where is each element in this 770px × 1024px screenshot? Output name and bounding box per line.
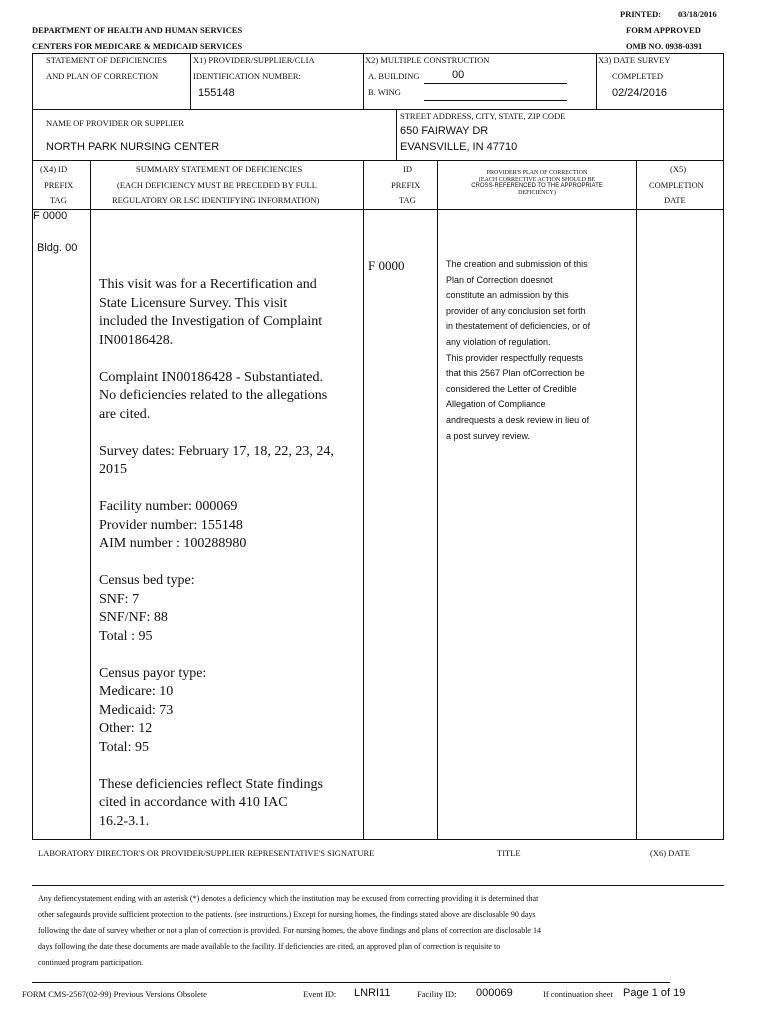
building-label: A. BUILDING <box>368 71 420 81</box>
event-id-label: Event ID: <box>303 989 337 999</box>
poc-line: The creation and submission of this <box>446 259 588 269</box>
summary-line: These deficiencies reflect State findings <box>99 776 323 792</box>
form-approved: FORM APPROVED <box>626 25 701 35</box>
col-x4-2: PREFIX <box>44 180 74 190</box>
summary-line: Provider number: 155148 <box>99 517 243 533</box>
poc-line: This provider respectfully requests <box>446 352 584 363</box>
poc-line: considered the Letter of Credible <box>446 383 577 394</box>
address-line-1: 650 FAIRWAY DR <box>400 125 489 137</box>
poc-line: that this 2567 Plan ofCorrection be <box>446 368 585 379</box>
summary-line: Facility number: 000069 <box>99 499 238 514</box>
statement-label: STATEMENT OF DEFICIENCIES <box>46 55 168 65</box>
printed-label: PRINTED: <box>620 9 662 19</box>
continuation-label: If continuation sheet <box>543 989 613 999</box>
provider-name-label: NAME OF PROVIDER OR SUPPLIER <box>46 118 184 128</box>
poc-line: a post survey review. <box>446 430 531 441</box>
summary-line: cited in accordance with 410 IAC <box>99 795 288 810</box>
summary-line: Complaint IN00186428 - Substantiated. <box>99 369 323 385</box>
building-value: 00 <box>452 69 465 81</box>
left-tag: F 0000 <box>33 210 68 222</box>
summary-line: Survey dates: February 17, 18, 22, 23, 24, <box>99 443 334 459</box>
col-poc-1: PROVIDER'S PLAN OF CORRECTION <box>486 170 588 176</box>
address-line-2: EVANSVILLE, IN 47710 <box>400 141 518 153</box>
x3-label-2: COMPLETED <box>612 71 663 81</box>
poc-line: andrequests a desk review in lieu of <box>446 414 590 425</box>
poc-line: Plan of Correction doesnot <box>446 274 553 285</box>
summary-line: Other: 12 <box>99 721 153 736</box>
title-label: TITLE <box>497 848 521 858</box>
summary-line <box>99 646 361 665</box>
summary-line <box>99 757 361 776</box>
facility-id-label: Facility ID: <box>417 989 457 999</box>
printed-date: 03/18/2016 <box>678 9 717 19</box>
summary-line: 2015 <box>99 462 127 477</box>
poc-line: in thestatement of deficiencies, or of <box>446 321 591 332</box>
col-x5-3: DATE <box>664 195 686 205</box>
building-tag: Bldg. 00 <box>37 242 78 254</box>
summary-line <box>99 480 361 499</box>
x1-label: X1) PROVIDER/SUPPLIER/CLIA <box>193 55 315 65</box>
x2-label: X2) MULTIPLE CONSTRUCTION <box>365 55 490 65</box>
summary-line: are cited. <box>99 406 151 422</box>
summary-line <box>99 424 361 443</box>
col-summary-2: (EACH DEFICIENCY MUST BE PRECEDED BY FULL <box>117 180 317 190</box>
summary-line: Medicare: 10 <box>99 684 174 699</box>
summary-line: included the Investigation of Complaint <box>99 314 323 329</box>
footnote-line: continued program participation. <box>38 958 144 967</box>
footnote-line: other safegaurds provide sufficient protection to the patients. (see instructions.) Except for nursing homes, the findings stated above are disclosable 90 days <box>38 910 536 919</box>
centers-title: CENTERS FOR MEDICARE & MEDICAID SERVICES <box>32 41 243 51</box>
footnote <box>38 891 718 971</box>
summary-statement <box>99 276 361 831</box>
summary-line: Total: 95 <box>99 739 149 755</box>
col-poc-3: CROSS-REFERENCED TO THE APPROPRIATE <box>471 183 603 189</box>
summary-line: Census bed type: <box>99 573 195 588</box>
wing-label: B. WING <box>368 87 401 97</box>
col-x5-1: (X5) <box>670 164 687 174</box>
col-x5-2: COMPLETION <box>649 180 704 190</box>
provider-id: 155148 <box>198 87 235 99</box>
col-x4-3: TAG <box>50 195 67 205</box>
footnote-line: days following the date these documents are made available to the facility. If deficiencies are cited, an approved plan of correction is requisite to <box>38 942 501 951</box>
dept-title: DEPARTMENT OF HEALTH AND HUMAN SERVICES <box>32 25 243 35</box>
right-tag: F 0000 <box>368 258 405 273</box>
survey-date: 02/24/2016 <box>612 87 668 99</box>
footnote-line: following the date of survey whether or not a plan of correction is provided. For nursing homes, the above findings and plans of correction are disclosable 14 <box>38 926 541 935</box>
provider-name: NORTH PARK NURSING CENTER <box>46 141 220 153</box>
x3-label: X3) DATE SURVEY <box>598 55 671 65</box>
col-poc-2: (EACH CORRECTIVE ACTION SHOULD BE <box>478 176 596 183</box>
page-number: Page 1 of 19 <box>623 987 686 999</box>
summary-line: IN00186428. <box>99 332 174 348</box>
poc-line: constitute an admission by this <box>446 290 569 301</box>
summary-line: 16.2-3.1. <box>99 813 150 829</box>
poc-line: Allegation of Compliance <box>446 399 546 410</box>
plan-label: AND PLAN OF CORRECTION <box>46 71 159 81</box>
x6-date-label: (X6) DATE <box>650 848 690 858</box>
summary-line: Census payor type: <box>99 665 207 681</box>
form-number: FORM CMS-2567(02-99) Previous Versions Obsolete <box>22 989 207 999</box>
footnote-line: Any defiencystatement ending with an asterisk (*) denotes a deficiency which the institution may be excused from correcting providing it is determined that <box>38 894 539 903</box>
signature-label: LABORATORY DIRECTOR'S OR PROVIDER/SUPPLIER REPRESENTATIVE'S SIGNATURE <box>38 848 375 858</box>
summary-line: No deficiencies related to the allegations <box>99 388 328 403</box>
col-id-3: TAG <box>399 195 416 205</box>
summary-line: SNF/NF: 88 <box>99 610 168 625</box>
col-summary-3: REGULATORY OR LSC IDENTIFYING INFORMATION) <box>112 195 320 205</box>
address-label: STREET ADDRESS, CITY, STATE, ZIP CODE <box>400 111 566 121</box>
col-poc <box>438 170 636 196</box>
summary-line: AIM number : 100288980 <box>99 536 247 551</box>
col-summary-1: SUMMARY STATEMENT OF DEFICIENCIES <box>136 164 303 174</box>
col-id-1: ID <box>403 164 412 174</box>
plan-of-correction <box>446 257 634 444</box>
summary-line: SNF: 7 <box>99 591 140 607</box>
summary-line <box>99 554 361 573</box>
event-id-value: LNRI11 <box>354 987 391 999</box>
summary-line: Total : 95 <box>99 628 153 644</box>
summary-line: State Licensure Survey. This visit <box>99 295 288 311</box>
poc-line: any violation of regulation. <box>446 336 551 347</box>
col-x4-1: (X4) ID <box>40 164 68 174</box>
poc-line: provider of any conclusion set forth <box>446 305 586 316</box>
summary-line <box>99 350 361 369</box>
col-poc-4: DEFICIENCY) <box>518 189 556 196</box>
summary-line: Medicaid: 73 <box>99 702 174 718</box>
omb-number: OMB NO. 0938-0391 <box>626 41 703 51</box>
facility-id-value: 000069 <box>476 987 513 999</box>
col-id-2: PREFIX <box>391 180 421 190</box>
summary-line: This visit was for a Recertification and <box>99 277 317 292</box>
x1-label-2: IDENTIFICATION NUMBER: <box>193 71 301 81</box>
